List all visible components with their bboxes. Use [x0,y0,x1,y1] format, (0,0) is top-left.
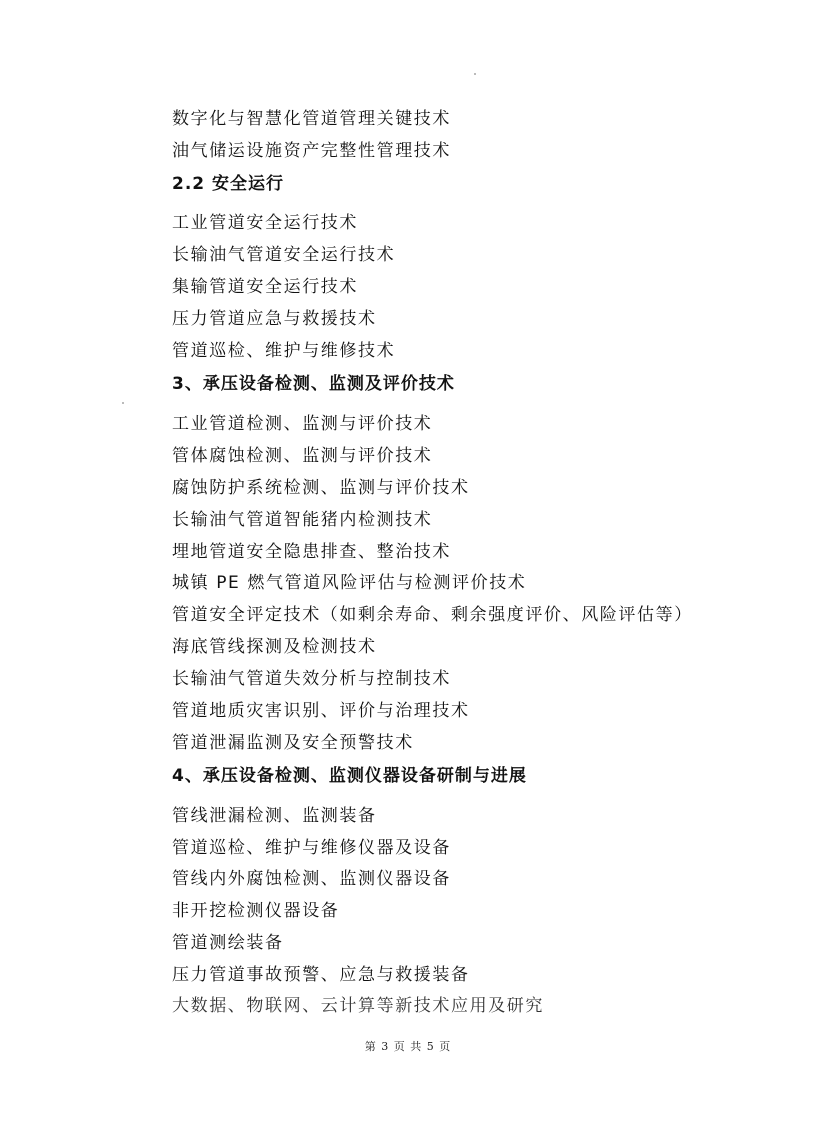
list-item: 管线泄漏检测、监测装备 [172,806,377,826]
scan-speck [122,402,124,404]
list-item: 管道巡检、维护与维修技术 [172,341,396,361]
section-heading: 3、承压设备检测、监测及评价技术 [172,374,455,394]
list-item: 腐蚀防护系统检测、监测与评价技术 [172,478,470,498]
list-item: 非开挖检测仪器设备 [172,901,340,921]
list-item: 油气储运设施资产完整性管理技术 [172,141,451,161]
list-item: 大数据、物联网、云计算等新技术应用及研究 [172,996,544,1016]
section-heading: 2.2 安全运行 [172,174,285,194]
list-item: 集输管道安全运行技术 [172,277,358,297]
list-item: 管线内外腐蚀检测、监测仪器设备 [172,869,451,889]
list-item: 管道测绘装备 [172,933,284,953]
list-item: 工业管道安全运行技术 [172,213,358,233]
list-item: 管道安全评定技术（如剩余寿命、剩余强度评价、风险评估等） [172,605,693,625]
page-footer: 第 3 页 共 5 页 [364,1040,452,1053]
list-item: 工业管道检测、监测与评价技术 [172,414,433,434]
list-item: 压力管道事故预警、应急与救援装备 [172,965,470,985]
list-item: 长输油气管道失效分析与控制技术 [172,669,451,689]
list-item: 数字化与智慧化管道管理关键技术 [172,109,451,129]
list-item: 压力管道应急与救援技术 [172,309,377,329]
list-item: 管道巡检、维护与维修仪器及设备 [172,838,451,858]
list-item: 海底管线探测及检测技术 [172,637,377,657]
scan-speck [474,73,476,75]
list-item: 城镇 PE 燃气管道风险评估与检测评价技术 [172,573,527,593]
list-item: 长输油气管道智能猪内检测技术 [172,510,433,530]
list-item: 管体腐蚀检测、监测与评价技术 [172,446,433,466]
list-item: 埋地管道安全隐患排查、整治技术 [172,542,451,562]
section-heading: 4、承压设备检测、监测仪器设备研制与进展 [172,766,527,786]
list-item: 长输油气管道安全运行技术 [172,245,396,265]
list-item: 管道地质灾害识别、评价与治理技术 [172,701,470,721]
list-item: 管道泄漏监测及安全预警技术 [172,733,414,753]
